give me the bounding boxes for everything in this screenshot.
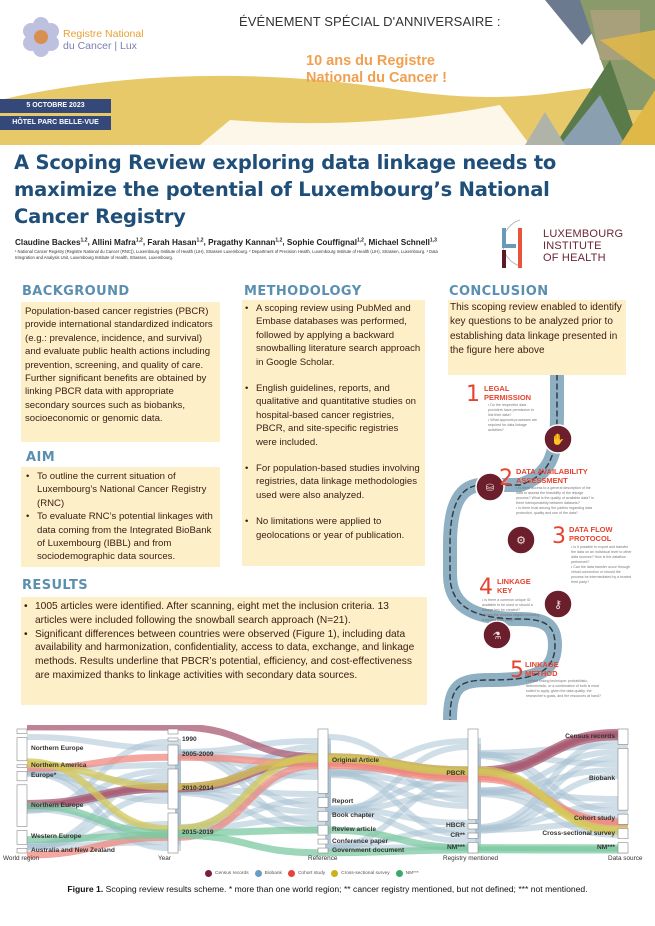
results-heading: RESULTS [22,578,88,593]
background-heading: BACKGROUND [22,284,130,299]
sankey-node [468,842,478,853]
lih-logo-icon [490,218,540,268]
sankey-node-label: Northern Europe [31,745,84,753]
legend-swatch [396,870,403,877]
sankey-node-label: 2005-2009 [182,751,214,758]
step-1-circle [544,425,572,453]
sankey-node-label: Cohort study [573,815,615,823]
sankey-node [618,748,628,810]
author-list: Claudine Backes$^{1,2}$, Allini Mafra$^{1,2}$, Farah Hasan$^{1,2}$, Pragathy Kannan$^{1,2}$, Sophie Couffignal$^{1,2}$, Michael Schnell$^{1,3}$ [15,237,437,247]
legend-swatch [205,870,212,877]
sankey-node [318,797,328,807]
sankey-node-label: 2010-2014 [182,785,214,792]
sankey-node [17,765,27,768]
legend-item: Census records [205,870,249,877]
event-subtitle-line-2: National du Cancer ! [306,70,447,86]
sankey-node-label: Europe* [31,772,57,780]
key-icon: ⚷ [553,599,563,611]
databases-icon: ⛁ [485,483,495,494]
sankey-node [17,830,27,844]
sankey-axis-label: Year [158,855,171,862]
sankey-axis-label: World region [3,855,40,862]
chart-legend [205,870,419,877]
sankey-node [17,772,27,781]
aim-heading: AIM [26,450,56,465]
gear-cycle-icon: ⚙ [516,535,526,547]
sankey-node-label: CR** [450,831,465,839]
step-bullets: • Is there access to a general description of the data to assess the feasibility of the linkage process? What is the quality of available data? Is there interoperability between datasets? • Is there trust among the parties regarding data protection, quality and use of the data? [516,486,598,516]
lih-logo-text [543,228,623,264]
sankey-node [618,729,628,744]
sankey-node-label: Conference paper [332,837,389,845]
conclusion-text: This scoping review enabled to identify key questions to be analyzed prior to establishing data linkage presented in the figure here above [450,302,622,357]
sankey-node-label: Western Europe [31,833,82,841]
step-bullets: • Is it possible to export and transfer the data on an individual level to other data sources? How is the dataflow performed? • Can the data transfer occur through virtual connection or should the process be intermediated by a trusted third party? [571,545,633,585]
sankey-node [168,745,178,765]
author: Sophie Couffignal$^{1,2}$ [286,237,364,247]
legend-item: Biobank [255,870,282,877]
step-title: DATA FLOW PROTOCOL [569,525,613,543]
legend-swatch [331,870,338,877]
sankey-node [468,824,478,829]
methodology-box [242,300,425,566]
sankey-axis-label: Data source [608,855,643,862]
title-line-1: A Scoping Review exploring data linkage needs to [14,151,557,174]
sankey-node-label: Northern Europe [31,801,84,809]
results-item: • 1005 articles were identified. After scanning, eight met the inclusion criteria. 13 articles were included following the snowball search approach (N=21). [21,600,423,628]
sankey-axis-label: Reference [308,855,338,862]
author: Michael Schnell$^{1,3}$ [368,237,437,247]
lih-line-1: LUXEMBOURG [543,228,624,240]
results-list [21,600,423,683]
sankey-node [318,825,328,835]
sankey-node [168,729,178,734]
title-line-2: maximize the potential of Luxembourg’s National [14,178,550,201]
sankey-node-label: Review article [332,826,376,834]
sankey-node-label: Australia and New Zealand [31,846,115,854]
sankey-node-label: Northern America [31,762,87,770]
step-number: 4 [479,575,493,600]
sankey-node-label: Report [332,798,354,806]
event-subtitle [306,53,447,87]
step-title: LINKAGE METHOD [525,660,559,678]
sankey-node-label: NM*** [447,843,465,851]
step-4-circle [544,590,572,618]
event-subtitle-line-1: 10 ans du Registre [306,53,435,69]
methodology-item: • For population-based studies involving registries, data linkage methodologies used were also analyzed. [242,462,421,502]
aim-list [23,470,218,564]
sankey-node [318,839,328,844]
sankey-node [618,843,628,853]
aim-item: • To outline the current situation of Luxembourg’s National Cancer Registry (RNC) [23,470,218,510]
legend-item: NM*** [396,870,419,877]
logo-line-2: du Cancer | Lux [63,40,137,52]
methodology-item: • No limitations were applied to geolocations or year of publication. [242,515,421,542]
legend-item: Cross-sectional survey [331,870,390,877]
step-number: 5 [510,658,524,683]
logo-line-1: Registre National [63,28,144,40]
title-line-3: Cancer Registry [14,205,186,228]
conclusion-box [448,300,626,375]
sankey-node [618,814,628,824]
sankey-node-label: HBCR [445,822,465,830]
sankey-node [17,738,27,761]
sankey-node-label: 1990 [182,735,197,743]
methodology-list [242,302,421,542]
background-text: Population-based cancer registries (PBCR) provide international standardized indicators (e.g.: prevalence, incidence, and survival) and evaluate public health actions including prevention, screening, and quality of care. Further significant benefits are obtained by linking PBCR data with appropriate secondary sources such as biobanks, socioeconomic or genomic data. [25,306,213,425]
step-title: LEGAL PERMISSION [484,384,532,402]
sankey-node [468,833,478,838]
results-item: • Significant differences between countries were observed (Figure 1), including data availability and harmonization, confidentiality, access to data, exchange, and linkage methods. Results underline that PBCR’s potential, efficiency, and cost-effectiveness are maximized thanks to linkage activities with secondary data sources. [21,628,423,683]
author: Farah Hasan$^{1,2}$ [147,237,204,247]
step-title: DATA AVAILABILITY ASSESSMENT [516,467,588,485]
sankey-node-label: Government document [332,846,405,854]
sankey-chart [0,725,655,865]
author: Pragathy Kannan$^{1,2}$ [208,237,283,247]
event-header [0,0,655,145]
sankey-node [168,769,178,809]
sankey-node-label: Biobank [588,775,615,783]
sankey-node [318,848,328,853]
step-3-circle [507,526,535,554]
sankey-node [168,738,178,741]
sankey-node-label: Book chapter [332,812,375,820]
step-bullets: • Do the respective data providers have permission to link their data? • What approval processes are required for data linkage activities? [488,403,540,433]
sankey-node-label: Original Article [332,757,380,765]
conclusion-heading: CONCLUSION [449,284,549,299]
sankey-node [618,828,628,838]
methodology-item: • A scoping review using PubMed and Embase databases was performed, followed by applying a backward snowballing literature search approach in Google Scholar. [242,302,421,369]
step-number: 2 [499,466,513,491]
aim-item: • To evaluate RNC’s potential linkages with data coming from the Integrated BioBank of Luxembourg (IBBL) and from sociodemographic data sources. [23,510,218,564]
sankey-node-label: PBCR [446,770,465,778]
sankey-axis-label: Registry mentioned [443,855,499,862]
affiliations: ¹ National Cancer Registry (Registre National du Cancer (RNC)), Luxembourg Institute of Health (LIH), Strassen Luxembourg. ² Department of Precision Health, Luxembourg Institute of Health (LIH), Strassen, Luxembourg. ³ Data Integration and Analysis Unit, Luxembourg Institute of Health, Strassen, Luxembourg. [15,249,438,260]
background-box [21,302,220,442]
lih-line-2: INSTITUTE [543,240,602,252]
author: Allini Mafra$^{1,2}$ [91,237,143,247]
sankey-node-label: 2015-2019 [182,829,214,836]
methodology-heading: METHODOLOGY [244,284,362,299]
methodology-item: • English guidelines, reports, and qualitative and quantitative studies on hospital-based cancer registries, PBCR, and site-specific registries were included. [242,382,421,449]
aim-box [21,467,220,567]
event-date-badge: 5 OCTOBRE 2023 [0,99,111,113]
sankey-node [468,729,478,820]
sankey-node [318,811,328,821]
sankey-node [17,729,27,734]
step-number: 3 [552,524,566,549]
sankey-node-label: Census records [565,732,615,740]
results-box [21,597,427,705]
step-bullets: • Is there a common unique ID available to be used or should a linkage key be created? • Does the process require involving a trusted third party? [482,598,540,623]
event-venue-badge: HÔTEL PARC BELLE-VUE [0,116,111,130]
figure-caption: Figure 1. Scoping review results scheme. * more than one world region; ** cancer registry mentioned, but not defined; *** not mentioned. [67,884,588,894]
rnc-logo-text [63,28,144,52]
author: Claudine Backes$^{1,2}$ [15,237,88,247]
legend-swatch [288,870,295,877]
sankey-node [318,729,328,793]
sankey-node [17,848,27,853]
legend-swatch [255,870,262,877]
method-icon: ⚗ [492,631,502,642]
sankey-node [17,785,27,827]
step-number: 1 [466,382,480,407]
step-bullets: • Which linking technique: probabilistic, deterministic, or a combination of both is most suited to apply, given the data quality, the researcher's goals, and the resources at hand? [526,679,608,699]
lih-line-3: OF HEALTH [543,252,606,264]
sankey-node-label: Cross-sectional survey [542,829,615,837]
sankey-node-label: NM*** [597,843,615,851]
step-title: LINKAGE KEY [497,577,531,595]
sankey-node [168,813,178,853]
rnc-logo-icon [20,16,62,58]
step-5-circle [483,621,511,649]
legend-item: Cohort study [288,870,325,877]
hand-check-icon: ✋ [551,434,565,446]
event-title: ÉVÉNEMENT SPÉCIAL D'ANNIVERSAIRE : [239,14,501,29]
